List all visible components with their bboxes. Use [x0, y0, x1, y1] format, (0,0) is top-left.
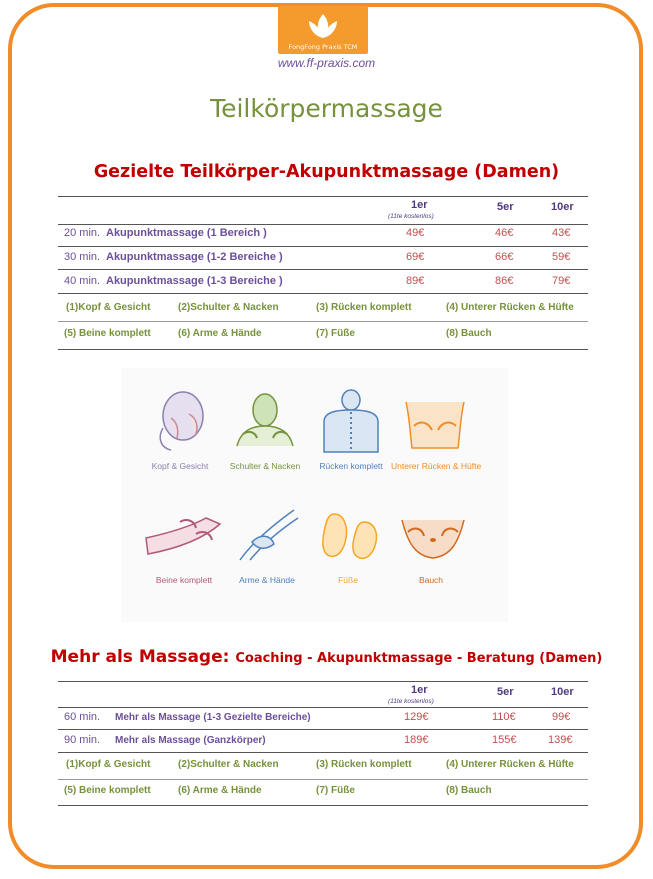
price-5er: 110€	[492, 711, 516, 723]
shoulder-neck-icon	[233, 390, 297, 452]
price-10er: 139€	[548, 734, 573, 746]
icon-label: Schulter & Nacken	[229, 461, 301, 471]
price-5er: 86€	[495, 275, 514, 287]
lower-back-icon	[402, 396, 468, 450]
row-time: 40 min.	[64, 275, 101, 287]
divider	[58, 729, 588, 730]
price-5er: 46€	[495, 227, 514, 239]
icon-label: Füße	[338, 575, 358, 585]
divider	[58, 349, 588, 350]
section2-title-sub: Coaching - Akupunktmassage - Beratung (Damen)	[235, 651, 603, 666]
icon-label: Rücken komplett	[319, 461, 383, 471]
lotus-icon	[278, 8, 368, 44]
row-time: 20 min.	[64, 227, 101, 239]
icon-label: Arme & Hände	[239, 575, 295, 585]
area-label: (8) Bauch	[446, 328, 492, 339]
divider	[58, 805, 588, 806]
area-label: (4) Unterer Rücken & Hüfte	[446, 302, 574, 313]
section1-title: Gezielte Teilkörper-Akupunktmassage (Damen)	[93, 162, 560, 182]
row-service: Mehr als Massage (Ganzkörper)	[115, 735, 266, 746]
price-10er: 59€	[552, 251, 571, 263]
divider	[58, 681, 588, 682]
price-1er: 69€	[406, 251, 425, 263]
area-label: (3) Rücken komplett	[316, 759, 412, 770]
area-label: (1)Kopf & Gesicht	[66, 759, 151, 770]
head-face-icon	[147, 388, 213, 454]
area-label: (2)Schulter & Nacken	[178, 302, 279, 313]
page-title: Teilkörpermassage	[210, 94, 443, 123]
divider	[58, 321, 588, 322]
belly-icon	[398, 510, 468, 564]
col-header-note: (11te kostenlos)	[388, 698, 434, 705]
col-header-5er: 5er	[497, 201, 514, 213]
area-label: (3) Rücken komplett	[316, 302, 412, 313]
divider	[58, 269, 588, 270]
website-url[interactable]: www.ff-praxis.com	[277, 56, 376, 70]
row-service: Akupunktmassage (1-3 Bereiche )	[106, 275, 283, 287]
price-10er: 79€	[552, 275, 571, 287]
icon-label: Beine komplett	[155, 575, 213, 585]
row-time: 90 min.	[64, 734, 101, 746]
row-service: Akupunktmassage (1-2 Bereiche )	[106, 251, 283, 263]
feet-icon	[320, 508, 382, 564]
area-label: (2)Schulter & Nacken	[178, 759, 279, 770]
area-label: (5) Beine komplett	[64, 328, 151, 339]
icon-label: Kopf & Gesicht	[151, 461, 209, 471]
area-label: (5) Beine komplett	[64, 785, 151, 796]
logo-text: FongFong Praxis TCM	[288, 43, 358, 51]
area-label: (1)Kopf & Gesicht	[66, 302, 151, 313]
area-label: (7) Füße	[316, 328, 355, 339]
row-service: Mehr als Massage (1-3 Gezielte Bereiche)	[115, 712, 311, 723]
divider	[58, 779, 588, 780]
back-icon	[318, 388, 384, 454]
area-label: (7) Füße	[316, 785, 355, 796]
divider	[58, 224, 588, 225]
section2-title-main: Mehr als Massage:	[50, 647, 230, 667]
row-service: Akupunktmassage (1 Bereich )	[106, 227, 267, 239]
divider	[58, 707, 588, 708]
icon-label: Bauch	[418, 575, 444, 585]
icon-label: Unterer Rücken & Hüfte	[391, 461, 482, 471]
area-label: (8) Bauch	[446, 785, 492, 796]
col-header-1er: 1er	[411, 199, 428, 211]
arms-hands-icon	[236, 506, 300, 562]
divider	[58, 246, 588, 247]
col-header-10er: 10er	[551, 201, 574, 213]
price-5er: 155€	[492, 734, 517, 746]
col-header-10er: 10er	[551, 686, 574, 698]
area-label: (4) Unterer Rücken & Hüfte	[446, 759, 574, 770]
row-time: 60 min.	[64, 711, 101, 723]
divider	[58, 293, 588, 294]
logo	[278, 6, 368, 54]
price-1er: 189€	[404, 734, 429, 746]
area-label: (6) Arme & Hände	[178, 785, 262, 796]
col-header-1er: 1er	[411, 684, 428, 696]
divider	[58, 196, 588, 197]
section2-title	[0, 647, 653, 667]
legs-icon	[144, 508, 226, 560]
price-1er: 129€	[404, 711, 429, 723]
row-time: 30 min.	[64, 251, 101, 263]
price-10er: 43€	[552, 227, 571, 239]
price-10er: 99€	[552, 711, 571, 723]
price-5er: 66€	[495, 251, 514, 263]
col-header-5er: 5er	[497, 686, 514, 698]
area-label: (6) Arme & Hände	[178, 328, 262, 339]
price-1er: 49€	[406, 227, 425, 239]
divider	[58, 752, 588, 753]
col-header-note: (11te kostenlos)	[388, 213, 434, 220]
price-1er: 89€	[406, 275, 425, 287]
